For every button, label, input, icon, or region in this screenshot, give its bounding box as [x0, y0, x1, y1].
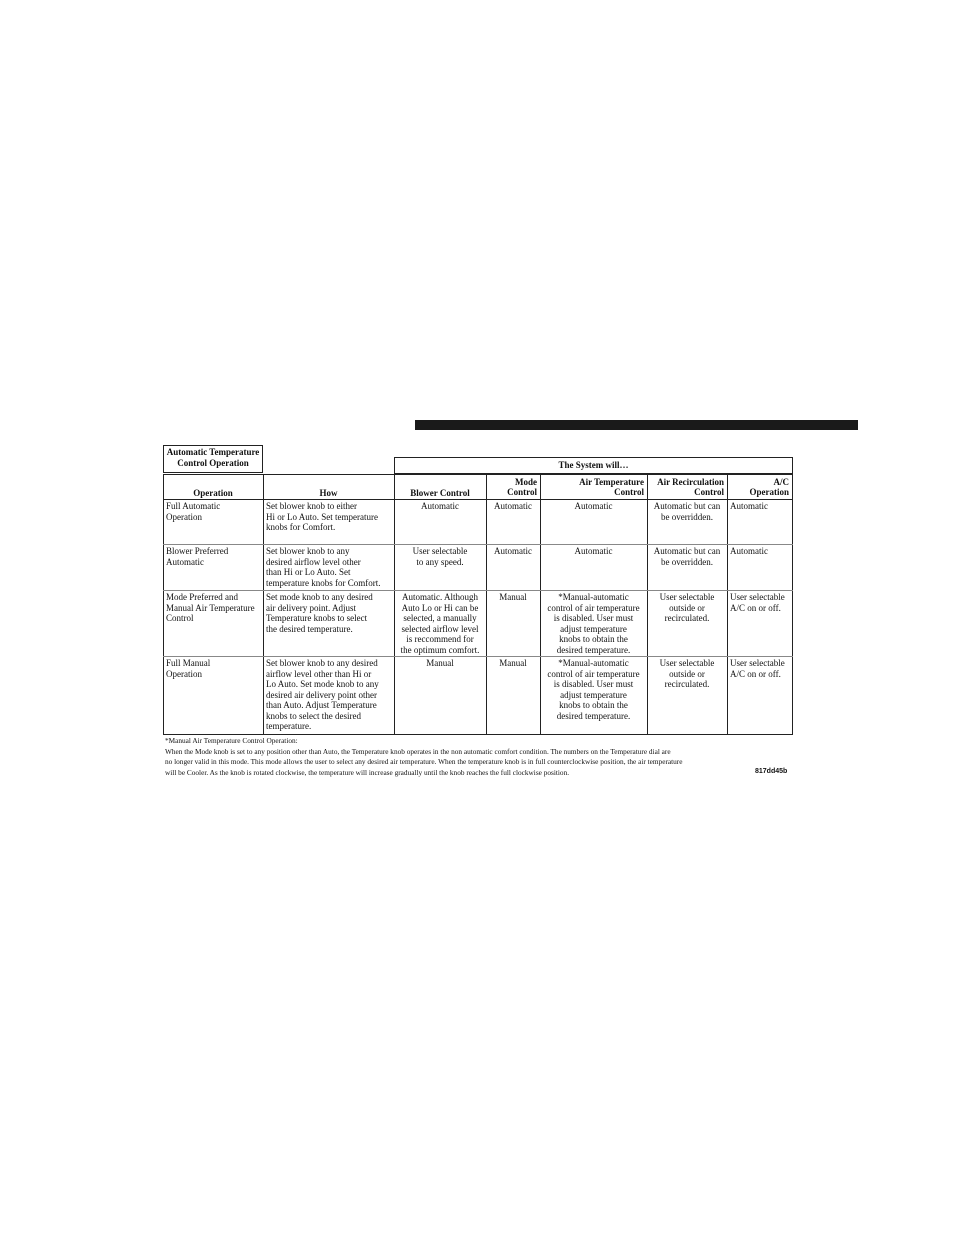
cell-line: User selectable — [412, 546, 468, 556]
cell-line: temperature knobs for Comfort. — [266, 577, 381, 588]
cell-line: recirculated. — [664, 679, 710, 689]
cell-line: User selectable — [659, 592, 715, 602]
cell-line: knobs for Comfort. — [266, 522, 336, 532]
table-cell-recirc — [647, 501, 727, 522]
table-cell-airtemp — [540, 501, 647, 512]
cell-line: *Manual-automatic — [558, 592, 629, 602]
cell-line: control of air temperature — [547, 602, 640, 613]
cell-line: Set blower knob to any — [266, 546, 350, 556]
header-bottom-border — [163, 499, 793, 500]
cell-line: Set blower knob to either — [266, 501, 357, 511]
table-cell-blower — [394, 546, 486, 567]
cell-line: User selectable — [659, 658, 715, 668]
cell-line: User selectable — [730, 592, 785, 602]
cell-line: outside or — [669, 668, 705, 679]
cell-line: Operation — [166, 668, 202, 679]
header-mode-control: Mode Control — [507, 476, 537, 497]
table-cell-blower — [394, 658, 486, 669]
table-cell-how — [263, 658, 394, 732]
header-air-recirculation-control: Air Recirculation Control — [657, 476, 724, 497]
table-cell-operation — [163, 658, 263, 679]
cell-line: Automatic — [166, 556, 204, 567]
table-cell-mode — [486, 546, 540, 557]
table-title-line: Automatic Temperature — [166, 447, 260, 457]
footnote-line: no longer valid in this mode. This mode allows the user to select any desired air temperature. When the temperature knob is in full counterclockwise position, the air temperature — [165, 757, 683, 766]
cell-line: selected airflow level — [401, 623, 479, 634]
cell-line: Operation — [166, 511, 202, 522]
column-border — [792, 474, 793, 735]
row-border — [163, 544, 793, 545]
cell-line: adjust temperature — [560, 689, 627, 700]
table-cell-operation — [163, 592, 263, 624]
table-cell-recirc — [647, 592, 727, 624]
cell-line: Automatic — [421, 501, 459, 511]
cell-line: knobs to obtain the — [559, 634, 628, 644]
table-cell-blower — [394, 592, 486, 655]
table-cell-airtemp — [540, 592, 647, 655]
header-ac-operation: A/C Operation — [749, 476, 789, 497]
cell-line: temperature. — [266, 721, 312, 731]
cell-line: Set mode knob to any desired — [266, 592, 373, 602]
cell-line: be overridden. — [661, 511, 713, 522]
cell-line: Automatic — [730, 546, 768, 556]
row-border — [163, 656, 793, 657]
table-bottom-border — [163, 734, 793, 735]
table-cell-operation — [163, 501, 263, 522]
cell-line: Automatic. Although — [402, 592, 478, 602]
footnote — [165, 736, 793, 778]
cell-line: Auto Lo or Hi can be — [401, 602, 479, 613]
cell-line: Mode Preferred and — [166, 592, 238, 602]
header-top-border — [163, 474, 793, 475]
cell-line: the desired temperature. — [266, 623, 353, 634]
footnote-line: When the Mode knob is set to any position other than Auto, the Temperature knob operates in the non automatic comfort condition. The numbers on the Temperature dial are — [165, 746, 671, 756]
header-operation: Operation — [193, 487, 233, 498]
cell-line: Full Automatic — [166, 501, 221, 511]
header-rule — [415, 420, 858, 430]
cell-line: desired temperature. — [556, 644, 631, 655]
table-cell-recirc — [647, 546, 727, 567]
cell-line: Manual — [426, 658, 454, 668]
row-border — [163, 590, 793, 591]
table-cell-mode — [486, 658, 540, 669]
cell-line: be overridden. — [661, 556, 713, 567]
cell-line: than Hi or Lo Auto. Set — [266, 567, 351, 577]
header-how: How — [319, 487, 338, 498]
image-code: 817dd45b — [755, 768, 788, 775]
header-blower-control: Blower Control — [410, 487, 470, 498]
cell-line: Automatic — [574, 546, 613, 556]
cell-line: Automatic — [494, 546, 532, 556]
cell-line: Automatic but can — [653, 546, 721, 556]
table-cell-how — [263, 592, 394, 634]
cell-line: Manual — [499, 592, 527, 602]
table-cell-airtemp — [540, 546, 647, 557]
table-cell-mode — [486, 592, 540, 603]
cell-line: is disabled. User must — [553, 679, 634, 689]
cell-line: Set blower knob to any desired — [266, 658, 378, 668]
cell-line: air delivery point. Adjust — [266, 602, 356, 613]
cell-line: is reccommend for — [406, 634, 474, 644]
cell-line: outside or — [669, 602, 705, 613]
cell-line: desired airflow level other — [266, 556, 361, 567]
cell-line: Automatic but can — [653, 501, 721, 511]
control-operation-table — [163, 474, 793, 735]
cell-line: desired temperature. — [556, 710, 631, 721]
cell-line: desired air delivery point other — [266, 689, 377, 700]
cell-line: Automatic — [574, 501, 613, 511]
table-cell-ac — [727, 658, 792, 679]
cell-line: the optimum comfort. — [400, 644, 480, 655]
cell-line: Hi or Lo Auto. Set temperature — [266, 511, 378, 522]
cell-line: A/C on or off. — [730, 602, 781, 613]
table-cell-airtemp — [540, 658, 647, 721]
table-cell-how — [263, 501, 394, 533]
cell-line: adjust temperature — [560, 623, 627, 634]
cell-line: *Manual-automatic — [558, 658, 629, 668]
cell-line: Lo Auto. Set mode knob to any — [266, 679, 379, 689]
column-border — [486, 474, 487, 735]
cell-line: Full Manual — [166, 658, 211, 668]
header-air-temperature-control: Air Temperature Control — [579, 476, 644, 497]
table-cell-how — [263, 546, 394, 588]
cell-line: Manual — [499, 658, 527, 668]
footnote-title: *Manual Air Temperature Control Operation: — [165, 736, 298, 745]
table-title — [163, 445, 263, 473]
table-cell-operation — [163, 546, 263, 567]
cell-line: Control — [166, 613, 194, 623]
table-cell-ac — [727, 501, 792, 512]
cell-line: Automatic — [730, 501, 768, 511]
table-cell-recirc — [647, 658, 727, 690]
cell-line: is disabled. User must — [553, 613, 634, 623]
table-cell-ac — [727, 546, 792, 557]
footnote-line: will be Cooler. As the knob is rotated clockwise, the temperature will increase gradually until the knob reaches the full clockwise position. — [165, 767, 570, 777]
cell-line: Blower Preferred — [166, 546, 229, 556]
cell-line: control of air temperature — [547, 668, 640, 679]
cell-line: Temperature knobs to select — [266, 613, 368, 623]
cell-line: Manual Air Temperature — [166, 602, 255, 613]
cell-line: A/C on or off. — [730, 668, 781, 679]
cell-line: User selectable — [730, 658, 785, 668]
cell-line: knobs to obtain the — [559, 700, 628, 710]
cell-line: recirculated. — [664, 613, 710, 623]
cell-line: to any speed. — [416, 556, 464, 567]
table-title-line: Control Operation — [177, 458, 249, 468]
cell-line: Automatic — [494, 501, 532, 511]
cell-line: airflow level other than Hi or — [266, 668, 372, 679]
cell-line: than Auto. Adjust Temperature — [266, 700, 377, 710]
table-cell-blower — [394, 501, 486, 512]
table-cell-ac — [727, 592, 792, 613]
system-will-header: The System will… — [394, 457, 793, 474]
cell-line: knobs to select the desired — [266, 710, 361, 721]
cell-line: selected, a manually — [403, 613, 477, 623]
table-cell-mode — [486, 501, 540, 512]
